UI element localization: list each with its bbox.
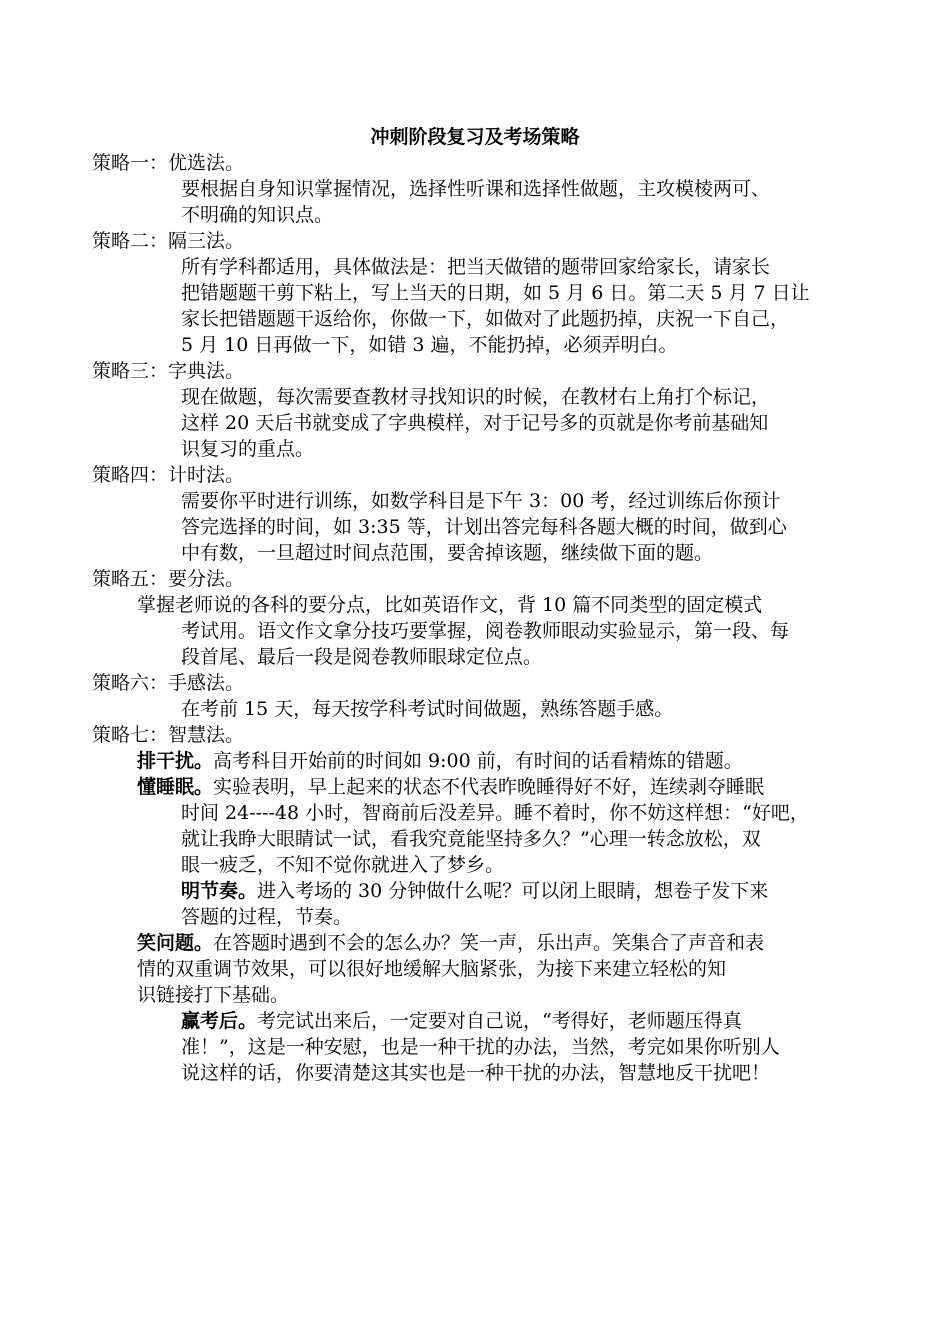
strategy-3-line-3: 识复习的重点。 [181, 438, 315, 460]
tip-text: 眼一疲乏，不知不觉你就进入了梦乡。 [181, 854, 505, 876]
tip-text: 在答题时遇到不会的怎么办？笑一声，乐出声。笑集合了声音和表 [213, 932, 765, 954]
tip-yingkaohou [181, 1008, 742, 1034]
tip-text: 答题的过程，节奏。 [181, 906, 353, 928]
strategy-1-heading: 策略一：优选法。 [92, 152, 245, 174]
tip-text: 进入考场的 30 分钟做什么呢？可以闭上眼睛，想卷子发下来 [257, 880, 769, 902]
tip-label: 笑问题。 [137, 932, 214, 954]
strategy-1-line-1: 要根据自身知识掌握情况，选择性听课和选择性做题，主攻模棱两可、 [181, 178, 771, 200]
strategy-2-line-3: 家长把错题题干返给你，你做一下，如做对了此题扔掉，庆祝一下自己， [181, 308, 790, 330]
strategy-6-heading: 策略六：手感法。 [92, 672, 245, 694]
strategy-3-line-1: 现在做题，每次需要查教材寻找知识的时候，在教材右上角打个标记， [181, 386, 771, 408]
page-title: 冲刺阶段复习及考场策略 [370, 126, 580, 148]
strategy-4-line-2: 答完选择的时间，如 3:35 等，计划出答完每科各题大概的时间，做到心 [181, 516, 787, 538]
tip-text: 高考科目开始前的时间如 9:00 前，有时间的话看精炼的错题。 [213, 750, 743, 772]
strategy-5-line-1: 掌握老师说的各科的要分点，比如英语作文，背 10 篇不同类型的固定模式 [137, 594, 763, 616]
tip-text: 就让我睁大眼睛试一试，看我究竟能坚持多久？”心理一转念放松，双 [181, 828, 761, 850]
tip-label: 赢考后。 [181, 1010, 258, 1032]
strategy-4-line-1: 需要你平时进行训练，如数学科目是下午 3：00 考，经过训练后你预计 [181, 490, 781, 512]
strategy-7-heading: 策略七：智慧法。 [92, 724, 245, 746]
strategy-2-line-4: 5 月 10 日再做一下，如错 3 遍，不能扔掉，必须弄明白。 [181, 334, 678, 356]
strategy-2-line-2: 把错题题干剪下粘上，写上当天的日期，如 5 月 6 日。第二天 5 月 7 日让 [181, 282, 810, 304]
tip-label: 排干扰。 [137, 750, 214, 772]
tip-text: 情的双重调节效果，可以很好地缓解大脑紧张，为接下来建立轻松的知 [137, 958, 727, 980]
strategy-3-heading: 策略三：字典法。 [92, 360, 245, 382]
strategy-6-line-1: 在考前 15 天，每天按学科考试时间做题，熟练答题手感。 [181, 698, 674, 720]
tip-text: 说这样的话，你要清楚这其实也是一种干扰的办法，智慧地反干扰吧！ [181, 1062, 771, 1084]
tip-dongshuimian [137, 774, 764, 800]
tip-text: 考完试出来后，一定要对自己说，“考得好，老师题压得真 [257, 1010, 742, 1032]
tip-label: 懂睡眠。 [137, 776, 214, 798]
tip-text: 实验表明，早上起来的状态不代表昨晚睡得好不好，连续剥夺睡眠 [213, 776, 765, 798]
tip-paiganrao [137, 748, 743, 774]
strategy-5-heading: 策略五：要分法。 [92, 568, 245, 590]
strategy-4-heading: 策略四：计时法。 [92, 464, 245, 486]
strategy-1-line-2: 不明确的知识点。 [181, 204, 334, 226]
tip-text: 时间 24----48 小时，智商前后没差异。睡不着时，你不妨这样想：“好吧， [181, 802, 809, 824]
strategy-5-line-2: 考试用。语文作文拿分技巧要掌握，阅卷教师眼动实验显示，第一段、每 [181, 620, 790, 642]
strategy-5-line-3: 段首尾、最后一段是阅卷教师眼球定位点。 [181, 646, 543, 668]
tip-text: 准！”，这是一种安慰，也是一种干扰的办法，当然，考完如果你听别人 [181, 1036, 780, 1058]
tip-xiaowenti [137, 930, 764, 956]
strategy-3-line-2: 这样 20 天后书就变成了字典模样，对于记号多的页就是你考前基础知 [181, 412, 769, 434]
strategy-2-line-1: 所有学科都适用，具体做法是：把当天做错的题带回家给家长，请家长 [181, 256, 771, 278]
tip-label: 明节奏。 [181, 880, 258, 902]
strategy-4-line-3: 中有数，一旦超过时间点范围，要舍掉该题，继续做下面的题。 [181, 542, 714, 564]
strategy-2-heading: 策略二：隔三法。 [92, 230, 245, 252]
tip-mingjiezou [181, 878, 768, 904]
tip-text: 识链接打下基础。 [137, 984, 290, 1006]
